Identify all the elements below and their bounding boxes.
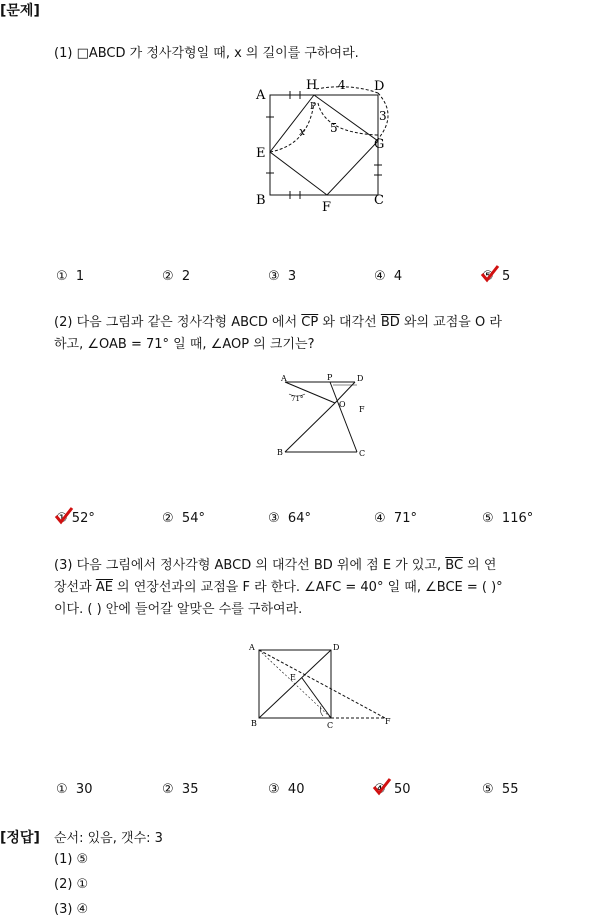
- q1-label-5: 5: [330, 121, 338, 135]
- q1-label-e: E: [256, 146, 266, 161]
- svg-text:A: A: [249, 643, 255, 652]
- answer-item-1: (1) ⑤: [54, 852, 89, 867]
- q3-number: (3): [54, 558, 73, 573]
- segment-bc: $\overline{BC}$: [445, 558, 464, 573]
- q1-question: □ABCD 가 정사각형일 때, x 의 길이를 구하여라.: [76, 46, 359, 61]
- q1-label-d: D: [374, 79, 385, 94]
- q2-option-3[interactable]: ③ 64°: [268, 511, 311, 526]
- q1-label-g: G: [374, 137, 385, 152]
- q1-label-a: A: [256, 88, 266, 103]
- q2-option-1[interactable]: ① 52°: [56, 511, 95, 526]
- q3-text: (3) 다음 그림에서 정사각형 ABCD 의 대각선 BD 위에 점 E 가 있고, $\overline{BC}$ 의 연 장선과 $\overline{AE}$ 의 연장선과의 교점을 F 라 한다. ∠AFC = 40° 일 때, ∠BCE = ( )° 이다. ( ) 안에 들어갈 알맞은 수를 구하여라.: [54, 558, 503, 617]
- q3-option-1[interactable]: ① 30: [56, 782, 93, 797]
- answer-meta: 순서: 있음, 갯수: 3: [54, 831, 163, 846]
- svg-text:D: D: [357, 374, 364, 383]
- q1-label-4: 4: [338, 78, 346, 92]
- q1-label-h: H: [306, 78, 318, 93]
- answer-header: [정답]: [0, 830, 40, 846]
- segment-bd: $\overline{BD}$: [380, 315, 400, 330]
- q1-label-p: P: [310, 102, 317, 112]
- q1-option-2[interactable]: ② 2: [162, 269, 191, 284]
- q1-number: (1): [54, 46, 73, 61]
- q1-option-1[interactable]: ① 1: [56, 269, 85, 284]
- svg-text:O: O: [339, 400, 346, 409]
- segment-cp: $\overline{CP}$: [301, 315, 319, 330]
- q3-option-3[interactable]: ③ 40: [268, 782, 305, 797]
- q3-option-4[interactable]: ④ 50: [374, 782, 410, 797]
- svg-text:B: B: [251, 719, 257, 728]
- svg-text:A: A: [281, 374, 287, 383]
- svg-text:C: C: [359, 449, 366, 458]
- q1-option-5[interactable]: ⑤ 5: [482, 269, 510, 284]
- q2-option-4[interactable]: ④ 71°: [374, 511, 417, 526]
- check-mark-icon: [54, 507, 74, 525]
- svg-text:F: F: [385, 717, 391, 726]
- svg-text:P: P: [327, 373, 333, 382]
- check-mark-icon: [372, 778, 392, 796]
- svg-text:F: F: [359, 405, 365, 414]
- q1-label-f: F: [322, 200, 332, 215]
- q1-label-b: B: [256, 193, 266, 208]
- q3-option-2[interactable]: ② 35: [162, 782, 199, 797]
- q1-text: [54, 42, 359, 61]
- q2-option-5[interactable]: ⑤ 116°: [482, 511, 534, 526]
- segment-ae: $\overline{AE}$: [95, 580, 113, 595]
- answer-item-2: (2) ①: [54, 877, 89, 892]
- check-mark-icon: [480, 265, 500, 283]
- q1-label-x: x: [299, 125, 306, 138]
- svg-text:71°: 71°: [291, 395, 304, 403]
- problem-header: [문제]: [0, 3, 40, 19]
- q1-figure: [250, 75, 400, 215]
- svg-text:E: E: [290, 673, 296, 682]
- q2-number: (2): [54, 315, 73, 330]
- answer-item-3: (3) ④: [54, 902, 89, 917]
- q1-label-c: C: [374, 193, 384, 208]
- svg-text:B: B: [277, 448, 283, 457]
- q1-option-4[interactable]: ④ 4: [374, 269, 403, 284]
- q3-option-5[interactable]: ⑤ 55: [482, 782, 519, 797]
- svg-text:C: C: [327, 721, 334, 730]
- q2-figure: [275, 370, 375, 462]
- svg-text:D: D: [333, 643, 340, 652]
- q2-text: (2) 다음 그림과 같은 정사각형 ABCD 에서 $\overline{CP}$ 와 대각선 $\overline{BD}$ 와의 교점을 O 라 하고, ∠OAB = 71° 일 때, ∠AOP 의 크기는?: [54, 315, 502, 352]
- q3-figure: [245, 640, 405, 732]
- q1-label-3: 3: [379, 109, 387, 123]
- q2-option-2[interactable]: ② 54°: [162, 511, 205, 526]
- q1-option-3[interactable]: ③ 3: [268, 269, 297, 284]
